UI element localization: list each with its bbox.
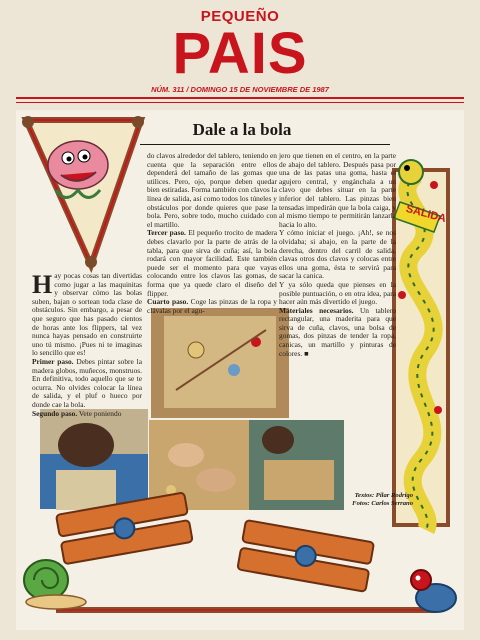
- article-column-1: [32, 272, 142, 418]
- snail-illustration: [24, 560, 86, 609]
- col2-paragraph-1: do clavos alrededor del tablero, teniendo en cuenta que la separación entre ellos dependerá del tamaño de las gomas que utilices. Pero, ojo, porque deben quedar bien estiradas. Forma también con clavos la línea de salida, así como todos los túneles y obstáculos por donde quieres que pase la bola. Pero, sobre todo, mucho cuidado con el martillo.: [147, 151, 277, 229]
- materials-label: Materiales necesarios.: [279, 305, 354, 315]
- credit-text: Textos: Pilar Rodrigo: [354, 492, 413, 499]
- step1-text: Debes pintar sobre la madera globos, muñecos, monstruos. En definitiva, todo aquello que se te ocurra. No olvides colocar la línea de salida, y el pluf o hueco por donde cae la bola.: [32, 356, 142, 409]
- salida-sign: SALIDA: [404, 202, 448, 226]
- article-column-3: [279, 152, 396, 358]
- credits: [301, 492, 413, 508]
- col3-paragraph-3: Y ya sólo queda que pienses en la posible puntuación, o en otra idea, para hacer aún más divertido el juego.: [279, 279, 396, 307]
- col3-paragraph-1: jero que tienen en el centro, en la parte de abajo del tablero. Después pasa por una de las patas una goma, hasta el agujero central, y engánchala a un clavo que debes situar en la parte inferior del tablero. Las pinzas bien tensadas impedirán que la bola caiga, y al mismo tiempo te permitirán lanzarla hacia lo alto.: [279, 151, 396, 229]
- step3-text: El pequeño trocito de madera debes clavarlo por la parte de atrás de la tabla, para que sirva de cuña; así, la bola rodará con mayor facilidad. Este también puede ser el momento para que vayas colocando entre los clavos las gomas, de forma que ya quede claro el diseño del flipper.: [147, 228, 277, 298]
- triangle-flipper-illustration: [22, 116, 144, 268]
- dropcap: H: [32, 270, 53, 299]
- masthead-title: PAIS: [172, 21, 308, 86]
- step1-label: Primer paso.: [32, 356, 74, 366]
- masthead-rule-bottom: [16, 102, 464, 103]
- credit-photo: Fotos: Carlos Serrano: [352, 500, 413, 507]
- issue-line: NÚM. 311 / DOMINGO 15 DE NOVIEMBRE DE 1987: [151, 85, 329, 94]
- step3-label: Tercer paso.: [147, 228, 186, 238]
- photo-child-left: [40, 409, 148, 510]
- masthead-kicker: PEQUEÑO: [200, 8, 280, 25]
- step2-label: Segundo paso.: [32, 408, 78, 418]
- photo-top-board: [151, 308, 289, 418]
- bug-illustration: [411, 570, 456, 612]
- headline-rule: [140, 144, 390, 145]
- intro-text: ay pocas cosas tan divertidas como jugar a las maquinitas y observar cómo las bolas suben, bajan o sortean toda clase de obstáculos. Sin embargo, a pesar de que seguro que has pasado cientos de horas ante los flippers, tal vez nunca hayas pensado en construirte uno tú mismo. ¡Pues ni te imaginas lo sencillo que es!: [32, 271, 142, 358]
- step4-text: Coge las pinzas de la ropa y clávalas por el agu-: [147, 297, 278, 315]
- end-mark: ■: [304, 348, 309, 358]
- step4-label: Cuarto paso.: [147, 297, 189, 307]
- article-column-2: [147, 152, 277, 315]
- article-headline: Dale a la bola: [192, 120, 292, 139]
- clothespins-illustration: [56, 492, 436, 610]
- step2-text: Vete poniendo: [77, 408, 122, 418]
- col3-paragraph-2: Y cómo iniciar el juego. ¡Ah!, se nos olvidaba; si abajo, en la parte de la derecha, dentro del carril de salida, clavas otros dos clavos y colocas entre ellos una goma, ésta te servirá para sacar la canica.: [279, 228, 396, 281]
- masthead-rule-top: [16, 97, 464, 99]
- masthead: [0, 0, 480, 100]
- materials-text: Un tablero rectangular, una maderita para que sirva de cuña, clavos, una bolsa de gomas, dos pinzas de tender la ropa, canicas, un martillo y pinturas de colores.: [279, 305, 396, 358]
